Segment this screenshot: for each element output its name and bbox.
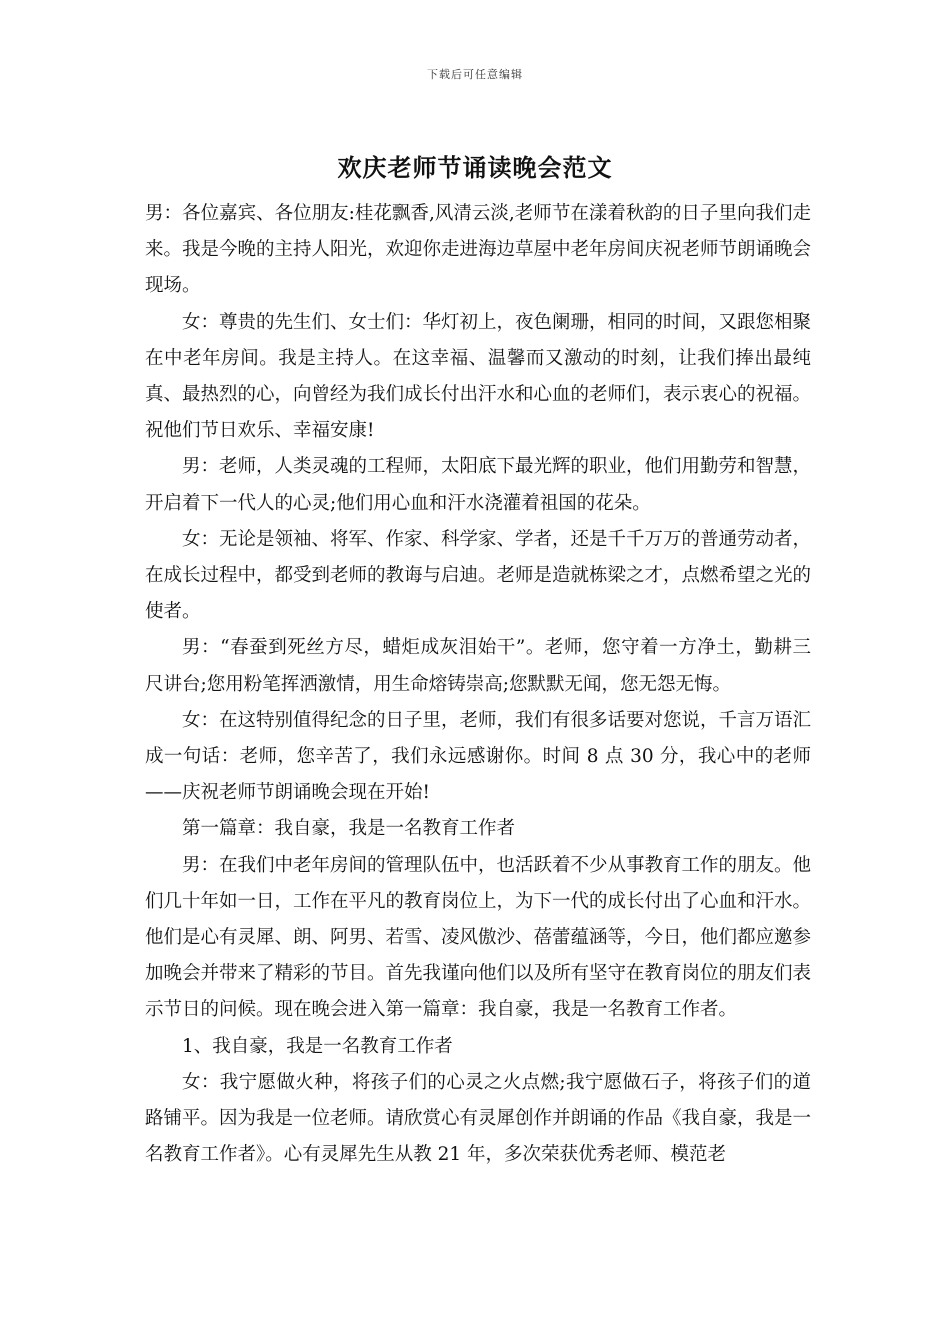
chapter-heading: 第一篇章：我自豪，我是一名教育工作者 [182,818,516,840]
document-title: 欢庆老师节诵读晚会范文 [337,153,613,182]
paragraph: 女：尊贵的先生们、女士们：华灯初上，夜色阑珊，相同的时间，又跟您相聚在中老年房间。我是主持人。在这幸福、温馨而又激动的时刻，让我们捧出最纯真、最热烈的心，向曾经为我们成长付出汗水和心血的老师们，表示衷心的祝福。祝他们节日欢乐、幸福安康! [145,311,812,442]
section-heading: 1、我自豪，我是一名教育工作者 [182,1035,453,1057]
paragraph: 女：在这特别值得纪念的日子里，老师，我们有很多话要对您说，千言万语汇成一句话：老师，您辛苦了，我们永远感谢你。时间 8 点 30 分，我心中的老师——庆祝老师节朗诵晚会现在开始! [145,709,812,804]
paragraph: 男：老师，人类灵魂的工程师，太阳底下最光辉的职业，他们用勤劳和智慧，开启着下一代人的心灵;他们用心血和汗水浇灌着祖国的花朵。 [145,456,812,514]
header-note: 下载后可任意编辑 [427,68,523,81]
document-body [145,196,811,1173]
paragraph: 男：各位嘉宾、各位朋友:桂花飘香,风清云淡,老师节在漾着秋韵的日子里向我们走来。我是今晚的主持人阳光，欢迎你走进海边草屋中老年房间庆祝老师节朗诵晚会现场。 [145,203,812,297]
paragraph: 女：我宁愿做火种，将孩子们的心灵之火点燃;我宁愿做石子，将孩子们的道路铺平。因为我是一位老师。请欣赏心有灵犀创作并朗诵的作品《我自豪，我是一名教育工作者》。心有灵犀先生从教 21 年，多次荣获优秀老师、模范老 [145,1071,812,1166]
paragraph: 女：无论是领袖、将军、作家、科学家、学者，还是千千万万的普通劳动者，在成长过程中，都受到老师的教诲与启迪。老师是造就栋梁之才，点燃希望之光的使者。 [145,528,812,623]
paragraph: 男：“春蚕到死丝方尽，蜡炬成灰泪始干”。老师，您守着一方净土，勤耕三尺讲台;您用粉笔挥洒激情，用生命熔铸崇高;您默默无闻，您无怨无悔。 [145,637,811,695]
paragraph: 男：在我们中老年房间的管理队伍中，也活跃着不少从事教育工作的朋友。他们几十年如一日，工作在平凡的教育岗位上，为下一代的成长付出了心血和汗水。他们是心有灵犀、朗、阿男、若雪、凌风傲沙、蓓蕾蕴涵等，今日，他们都应邀参加晚会并带来了精彩的节目。首先我谨向他们以及所有坚守在教育岗位的朋友们表示节日的问候。现在晚会进入第一篇章：我自豪，我是一名教育工作者。 [145,854,812,1021]
